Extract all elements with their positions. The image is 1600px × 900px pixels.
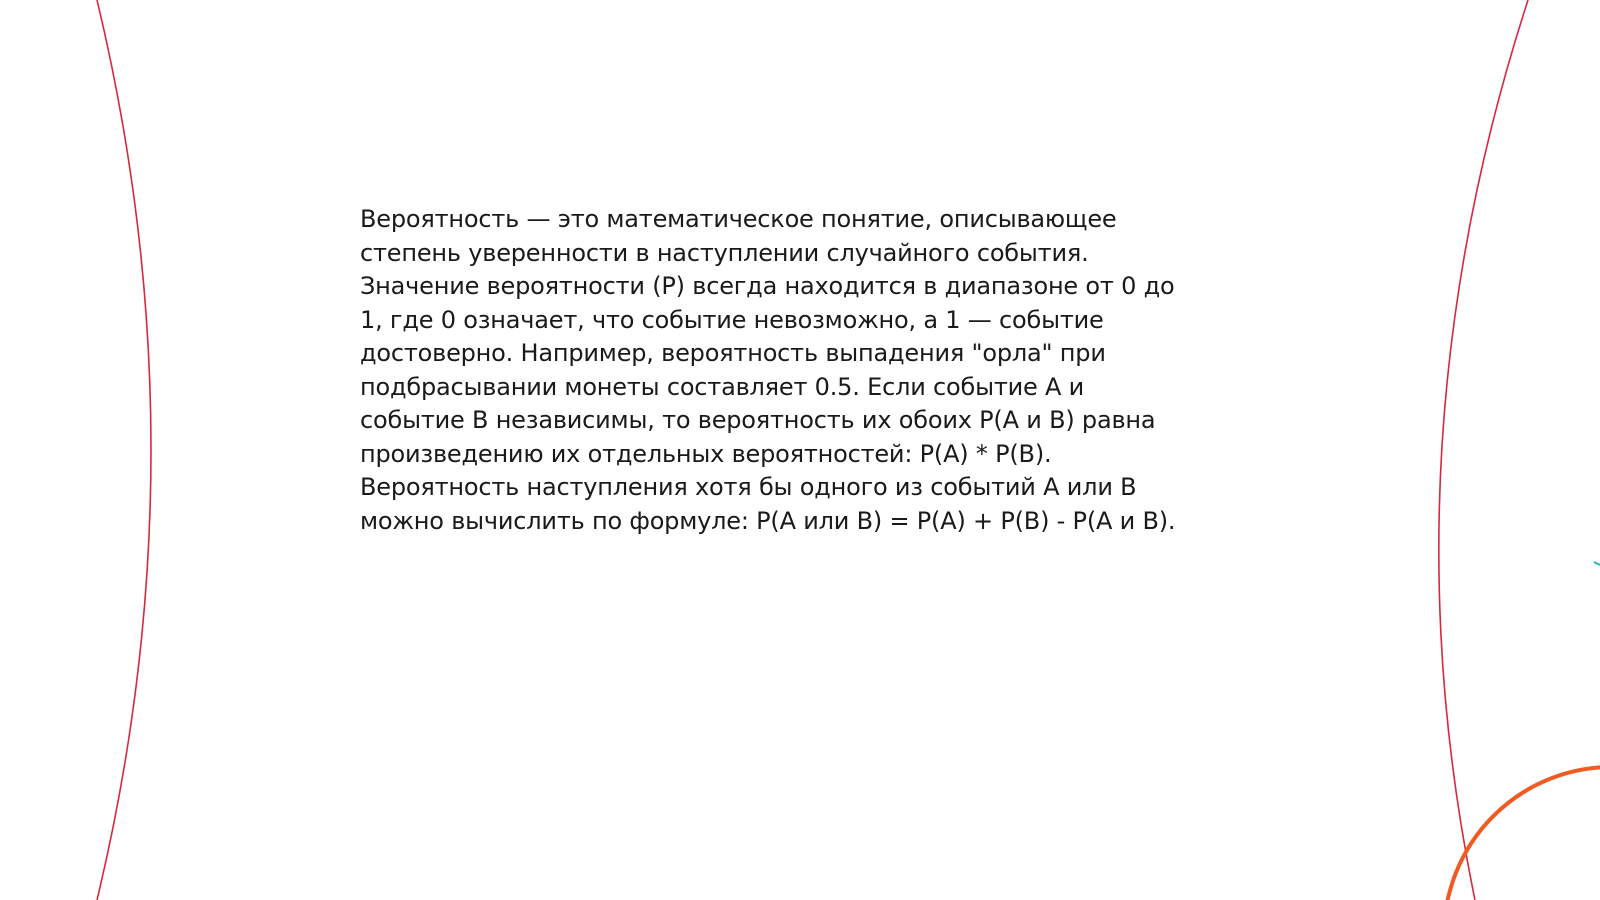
teal-accent-decoration — [1594, 562, 1600, 565]
paragraph-line: событие B независимы, то вероятность их обоих P(A и B) равна — [360, 406, 1156, 434]
paragraph-line: произведению их отдельных вероятностей: P(A) * P(B). — [360, 439, 1052, 468]
left-arc-decoration — [97, 0, 151, 900]
right-arc-decoration — [1439, 0, 1528, 900]
paragraph-line: подбрасывании монеты составляет 0.5. Если событие A и — [360, 372, 1085, 401]
paragraph-line: Вероятность наступления хотя бы одного из событий A или B — [360, 473, 1137, 501]
paragraph-line: степень уверенности в наступлении случайного события. — [360, 238, 1089, 267]
paragraph-line: Значение вероятности (P) всегда находится в диапазоне от 0 до — [360, 272, 1175, 300]
paragraph-line: Вероятность — это математическое понятие, описывающее — [360, 205, 1117, 233]
orange-circle-decoration — [1444, 767, 1600, 900]
paragraph-line: можно вычислить по формуле: P(A или B) = P(A) + P(B) - P(A и B). — [360, 506, 1176, 535]
paragraph-line: достоверно. Например, вероятность выпадения "орла" при — [360, 339, 1106, 367]
probability-paragraph — [360, 203, 1240, 538]
paragraph-line: 1, где 0 означает, что событие невозможно, а 1 — событие — [360, 305, 1104, 334]
